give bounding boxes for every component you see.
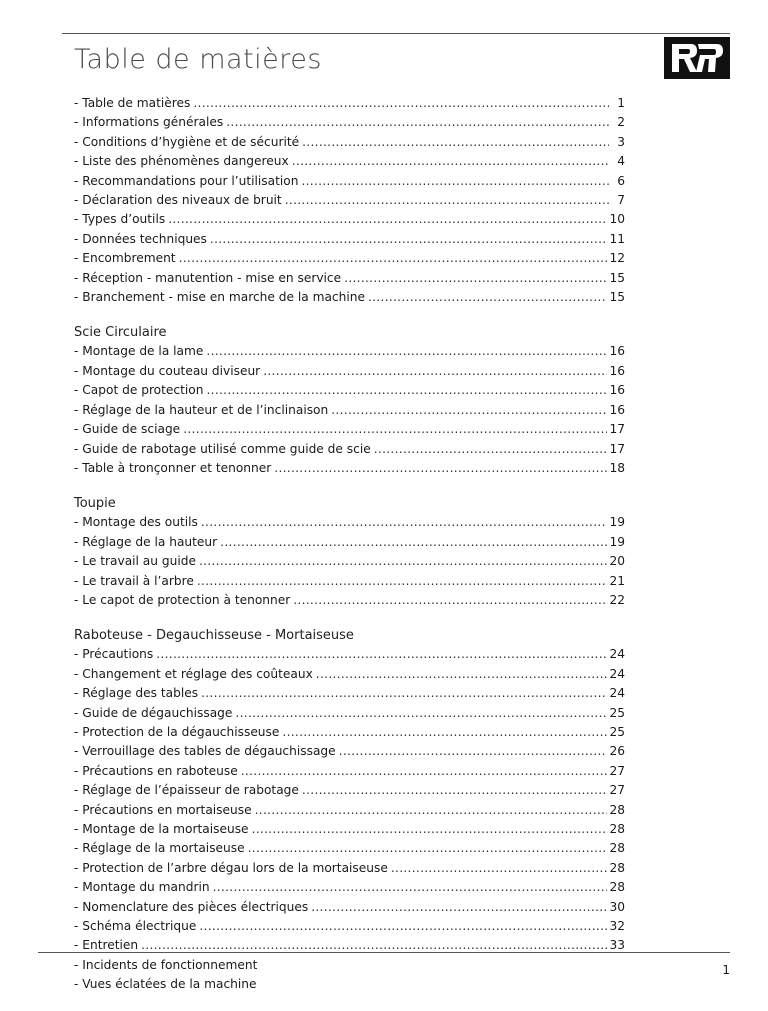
- toc-entry-label: - Réglage de la hauteur: [74, 534, 218, 549]
- toc-entry-page: 2: [617, 115, 625, 130]
- toc-entry-page: 21: [609, 573, 625, 588]
- toc-entry: [74, 133, 625, 152]
- toc-entry-label: - Précautions: [74, 647, 154, 662]
- dot-leader: [199, 552, 608, 571]
- page-number: 1: [722, 963, 730, 977]
- dot-leader: [285, 191, 609, 210]
- toc-entry: [74, 362, 625, 381]
- toc-entry-label: - Guide de sciage: [74, 422, 181, 437]
- dot-leader: [199, 917, 607, 936]
- toc-entry-page: 19: [609, 515, 625, 530]
- toc-entry-label: - Montage du mandrin: [74, 880, 210, 895]
- toc-entry-page: 28: [609, 822, 625, 836]
- toc-entry: [74, 820, 625, 839]
- dot-leader: [344, 269, 607, 288]
- toc-entry: [74, 401, 625, 420]
- toc-entry-label: - Nomenclature des pièces électriques: [74, 899, 309, 914]
- dot-leader: [183, 420, 607, 439]
- toc-entry-page: 16: [609, 383, 625, 398]
- toc-entry-page: 32: [609, 919, 625, 934]
- dot-leader: [302, 781, 608, 800]
- toc-entry-page: 26: [609, 744, 625, 759]
- toc-entry: [74, 552, 625, 571]
- toc-entry: [74, 645, 625, 664]
- toc-entry: [74, 459, 625, 478]
- toc-entry-page: 15: [609, 270, 625, 285]
- toc-entry: [74, 839, 625, 858]
- toc-entry-label: - Informations générales: [74, 115, 224, 130]
- toc-entry-label: - Montage du couteau diviseur: [74, 363, 261, 378]
- page-title: Table de matières: [74, 44, 322, 75]
- toc-entry-page: 6: [617, 173, 625, 188]
- toc-entry: [74, 723, 625, 742]
- toc-entry-label: - Montage des outils: [74, 515, 198, 530]
- toc-entry: [74, 342, 625, 361]
- toc-entry: [74, 440, 625, 459]
- dot-leader: [252, 820, 608, 839]
- dot-leader: [241, 762, 608, 781]
- dot-leader: [206, 342, 607, 361]
- toc-entry: [74, 210, 625, 229]
- toc-entry: [74, 420, 625, 439]
- dot-leader: [331, 401, 607, 420]
- toc-entry-page: 4: [617, 154, 625, 169]
- toc-entry-label: - Données techniques: [74, 231, 207, 246]
- toc-entry-label: - Schéma électrique: [74, 919, 197, 934]
- toc-section: [74, 323, 625, 478]
- toc-entry-label: - Verrouillage des tables de dégauchissage: [74, 744, 336, 759]
- toc-entry-page: 16: [609, 402, 625, 417]
- toc-entry: [74, 172, 625, 191]
- toc-entry-page: 10: [609, 212, 625, 227]
- toc-entry-page: 11: [609, 231, 625, 246]
- dot-leader: [213, 878, 608, 897]
- dot-leader: [255, 801, 608, 820]
- toc-entry: [74, 513, 625, 532]
- dot-leader: [156, 645, 607, 664]
- dot-leader: [201, 513, 608, 532]
- toc-entry-label: - Réglage de la hauteur et de l’inclinaison: [74, 402, 329, 417]
- dot-leader: [374, 440, 608, 459]
- toc-entry-page: 30: [609, 899, 625, 914]
- toc-section: [74, 626, 625, 994]
- toc-entry: [74, 801, 625, 820]
- toc-entry-label: - Réglage de l’épaisseur de rabotage: [74, 783, 299, 798]
- toc-entry-page: 28: [609, 802, 625, 817]
- toc-entry: [74, 898, 625, 917]
- toc-entry: [74, 533, 625, 552]
- toc-entry: [74, 781, 625, 800]
- toc-entry-label: - Liste des phénomènes dangereux: [74, 154, 289, 169]
- toc-entry-label: - Table de matières: [74, 96, 191, 110]
- toc-entry-label: - Incidents de fonctionnement: [74, 957, 258, 972]
- dot-leader: [210, 230, 608, 249]
- toc-entry-page: 18: [609, 460, 625, 475]
- toc-entry-label: - Guide de dégauchissage: [74, 705, 233, 720]
- toc-entry-label: - Protection de l’arbre dégau lors de la mortaiseuse: [74, 860, 388, 875]
- section-title: Raboteuse - Degauchisseuse - Mortaiseuse: [74, 628, 354, 644]
- toc-entry: [74, 269, 625, 288]
- brand-logo: [664, 37, 730, 79]
- toc-entry-page: 33: [609, 938, 625, 953]
- toc-entry-label: - Conditions d’hygiène et de sécurité: [74, 134, 300, 149]
- dot-leader: [339, 742, 608, 761]
- toc-entry-page: 25: [609, 724, 625, 739]
- toc-entry: [74, 381, 625, 400]
- toc-entry: [74, 572, 625, 591]
- section-title: Scie Circulaire: [74, 325, 167, 341]
- toc-entry-label: - Réglage des tables: [74, 686, 199, 701]
- toc-entry-label: - Branchement - mise en marche de la machine: [74, 290, 365, 305]
- dot-leader: [263, 362, 607, 381]
- toc-entry-label: - Déclaration des niveaux de bruit: [74, 193, 282, 208]
- toc-entry-page: 19: [609, 534, 625, 549]
- dot-leader: [168, 210, 607, 229]
- dot-leader: [302, 133, 609, 152]
- toc-entry: [74, 956, 625, 975]
- dot-leader: [197, 572, 608, 591]
- general-entries: [74, 94, 625, 307]
- toc-entry: [74, 704, 625, 723]
- dot-leader: [391, 859, 608, 878]
- toc-section: [74, 494, 625, 610]
- toc-entry-label: - Vues éclatées de la machine: [74, 977, 257, 992]
- toc-entry-page: 24: [609, 666, 625, 681]
- dot-leader: [206, 381, 607, 400]
- dot-leader: [274, 459, 607, 478]
- toc-entry-label: - Montage de la lame: [74, 344, 204, 359]
- toc-entry-label: - Recommandations pour l’utilisation: [74, 173, 299, 188]
- toc-entry: [74, 113, 625, 132]
- dot-leader: [193, 94, 609, 113]
- toc-entry-page: 16: [609, 363, 625, 378]
- bottom-rule: [38, 952, 730, 953]
- toc-entry: [74, 230, 625, 249]
- dot-leader: [226, 113, 609, 132]
- dot-leader: [220, 533, 607, 552]
- toc-entry: [74, 591, 625, 610]
- toc-entry-label: - Montage de la mortaiseuse: [74, 822, 249, 836]
- toc-entry: [74, 288, 625, 307]
- toc-entry-label: - Le capot de protection à tenonner: [74, 592, 291, 607]
- toc-entry: [74, 665, 625, 684]
- toc-entry-page: 15: [609, 290, 625, 305]
- dot-leader: [316, 665, 608, 684]
- toc-entry-page: 12: [609, 251, 625, 266]
- toc-entry-page: 1: [617, 96, 625, 110]
- toc-entry-page: 25: [609, 705, 625, 720]
- rr-logo-icon: [669, 41, 725, 75]
- toc-entry-label: - Capot de protection: [74, 383, 204, 398]
- toc-entry-page: 17: [609, 422, 625, 437]
- dot-leader: [201, 684, 607, 703]
- toc-entry: [74, 152, 625, 171]
- dot-leader: [368, 288, 608, 307]
- dot-leader: [179, 249, 608, 268]
- toc-entry: [74, 249, 625, 268]
- toc-entry-page: 28: [609, 860, 625, 875]
- toc-entry-page: 7: [617, 193, 625, 208]
- toc-entry-page: 17: [609, 441, 625, 456]
- dot-leader: [292, 152, 609, 171]
- toc-entry-page: 27: [609, 783, 625, 798]
- toc-entry-label: - Le travail à l’arbre: [74, 573, 194, 588]
- dot-leader: [282, 723, 607, 742]
- toc-entry-page: 24: [609, 647, 625, 662]
- toc-entry-label: - Protection de la dégauchisseuse: [74, 724, 280, 739]
- toc-entry: [74, 878, 625, 897]
- toc-entry-page: 27: [609, 763, 625, 778]
- toc-entry-label: - Table à tronçonner et tenonner: [74, 460, 272, 475]
- toc-entry-page: 20: [609, 554, 625, 569]
- section-title: Toupie: [74, 496, 116, 512]
- toc-entry: [74, 975, 625, 994]
- toc-entry-page: 28: [609, 880, 625, 895]
- toc-entry-page: 3: [617, 134, 625, 149]
- toc-entry-label: - Entretien: [74, 938, 139, 953]
- top-rule: [62, 33, 730, 34]
- toc-entry: [74, 742, 625, 761]
- toc-entry-label: - Réglage de la mortaiseuse: [74, 841, 245, 856]
- toc-entry: [74, 191, 625, 210]
- dot-leader: [235, 704, 607, 723]
- toc-entry-page: 22: [609, 592, 625, 607]
- toc-entry-label: - Types d’outils: [74, 212, 166, 227]
- toc-entry: [74, 859, 625, 878]
- toc-entry-label: - Précautions en mortaiseuse: [74, 802, 252, 817]
- toc-entry: [74, 762, 625, 781]
- toc-entry-label: - Réception - manutention - mise en service: [74, 270, 342, 285]
- dot-leader: [293, 591, 607, 610]
- toc-entry-label: - Guide de rabotage utilisé comme guide de scie: [74, 441, 371, 456]
- toc-entry-label: - Encombrement: [74, 251, 176, 266]
- toc-entry-page: 28: [609, 841, 625, 856]
- toc-entry-page: 24: [609, 686, 625, 701]
- toc-entry-label: - Précautions en raboteuse: [74, 763, 238, 778]
- table-of-contents: [74, 94, 625, 1011]
- toc-entry: [74, 684, 625, 703]
- toc-entry-page: 16: [609, 344, 625, 359]
- toc-entry: [74, 94, 625, 113]
- toc-entry-label: - Changement et réglage des coûteaux: [74, 666, 313, 681]
- toc-entry-label: - Le travail au guide: [74, 554, 196, 569]
- dot-leader: [311, 898, 607, 917]
- dot-leader: [301, 172, 609, 191]
- toc-sections: [74, 323, 625, 994]
- dot-leader: [248, 839, 608, 858]
- toc-entry: [74, 917, 625, 936]
